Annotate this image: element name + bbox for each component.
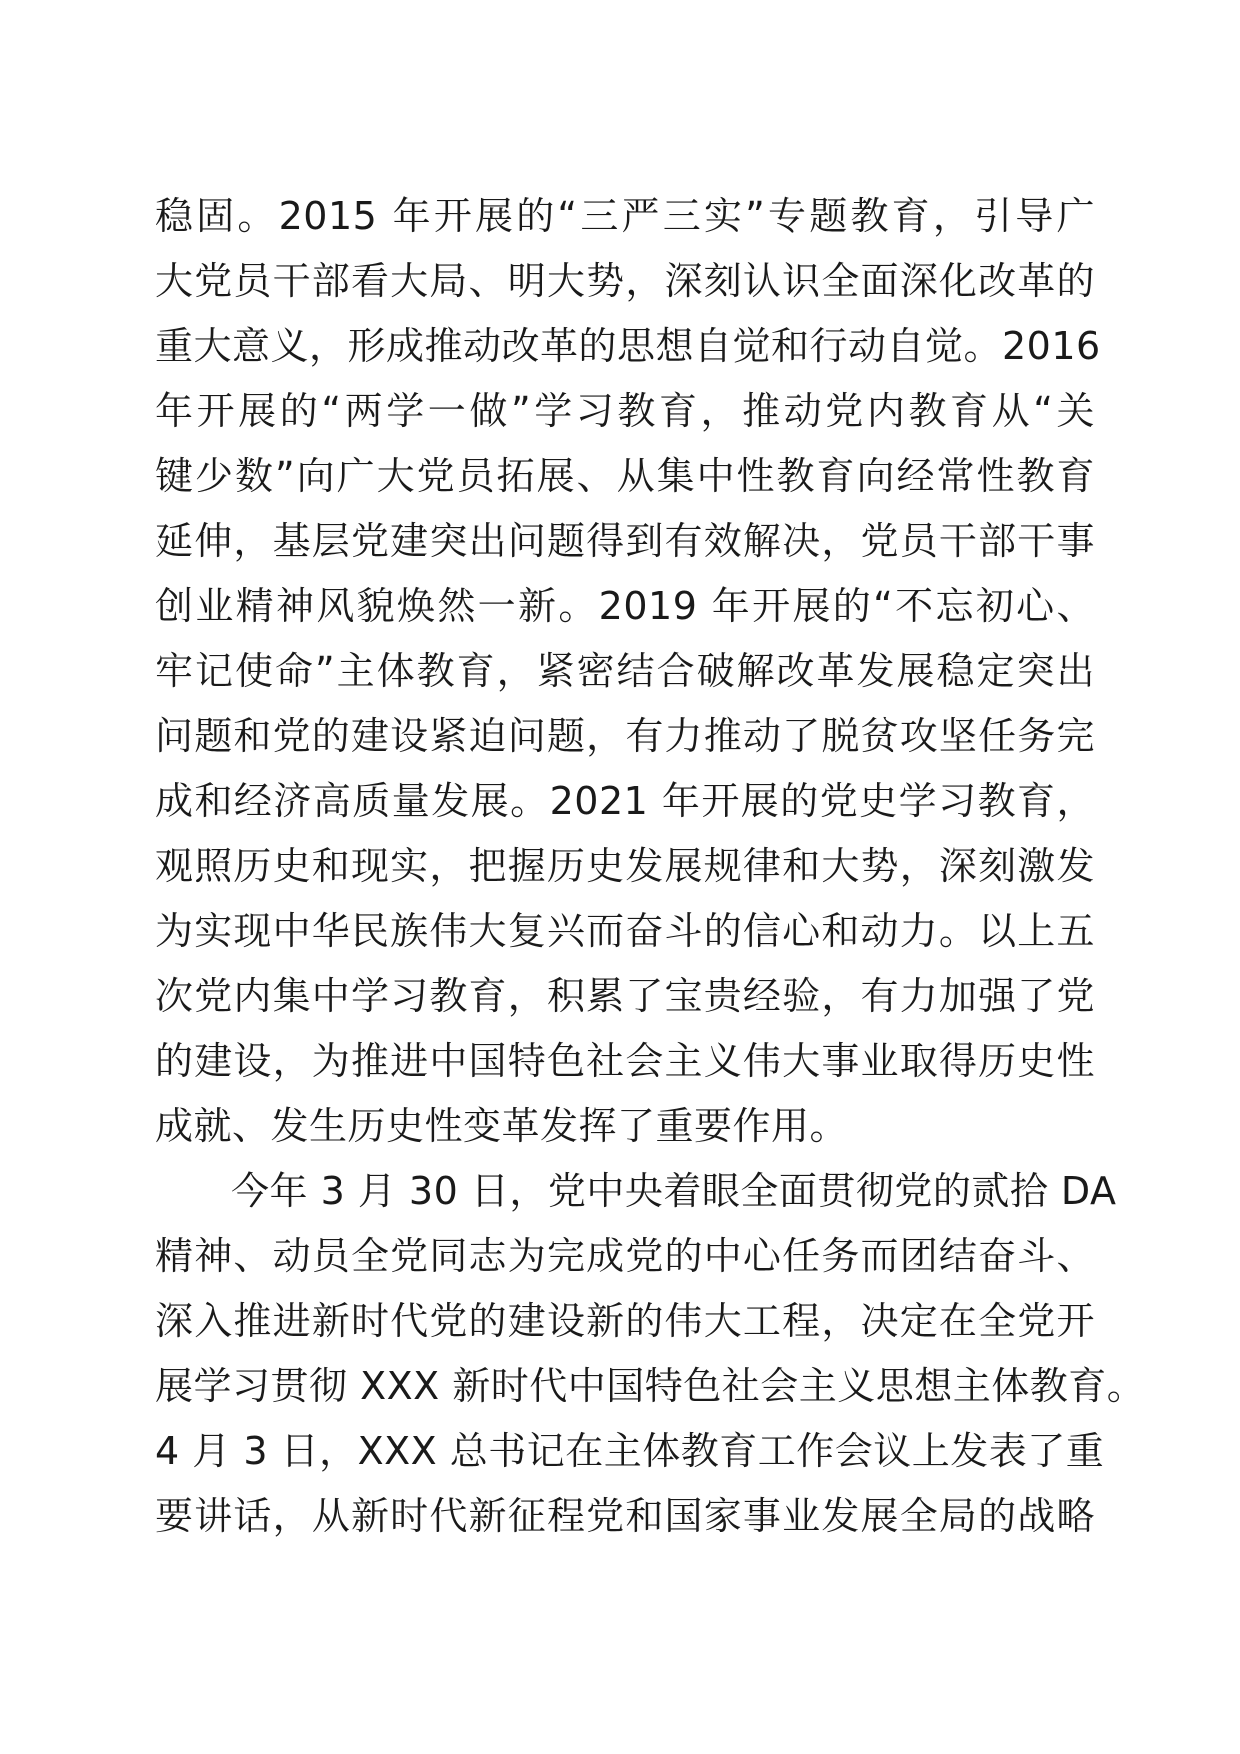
text-line: 稳固。2015 年开展的“三严三实”专题教育，引导广 (155, 194, 1095, 238)
text-line: 大党员干部看大局、明大势，深刻认识全面深化改革的 (155, 259, 1095, 303)
paragraph-1 (155, 184, 1101, 1159)
text-line: 牢记使命”主体教育，紧密结合破解改革发展稳定突出 (155, 649, 1095, 693)
text-line: 成和经济高质量发展。2021 年开展的党史学习教育， (155, 779, 1095, 823)
text-line: 观照历史和现实，把握历史发展规律和大势，深刻激发 (155, 844, 1095, 888)
text-line: 键少数”向广大党员拓展、从集中性教育向经常性教育 (155, 454, 1095, 498)
text-line: 的建设，为推进中国特色社会主义伟大事业取得历史性 (155, 1039, 1095, 1083)
text-line: 年开展的“两学一做”学习教育，推动党内教育从“关 (155, 389, 1095, 433)
text-line: 延伸，基层党建突出问题得到有效解决，党员干部干事 (155, 519, 1095, 563)
text-line: 深入推进新时代党的建设新的伟大工程，决定在全党开 (155, 1299, 1095, 1343)
text-line: 精神、动员全党同志为完成党的中心任务而团结奋斗、 (155, 1234, 1095, 1278)
text-line: 重大意义，形成推动改革的思想自觉和行动自觉。2016 (155, 324, 1101, 368)
text-line: 为实现中华民族伟大复兴而奋斗的信心和动力。以上五 (155, 909, 1095, 953)
text-line: 次党内集中学习教育，积累了宝贵经验，有力加强了党 (155, 974, 1095, 1018)
text-line: 问题和党的建设紧迫问题，有力推动了脱贫攻坚任务完 (155, 714, 1095, 758)
paragraph-2 (155, 1159, 1146, 1549)
text-line: 展学习贯彻 XXX 新时代中国特色社会主义思想主体教育。 (155, 1364, 1146, 1408)
text-line: 4 月 3 日，XXX 总书记在主体教育工作会议上发表了重 (155, 1429, 1105, 1473)
text-line: 今年 3 月 30 日，党中央着眼全面贯彻党的贰拾 DA (231, 1169, 1117, 1213)
body-text (155, 184, 1146, 1549)
text-line: 成就、发生历史性变革发挥了重要作用。 (155, 1104, 849, 1148)
text-line: 要讲话，从新时代新征程党和国家事业发展全局的战略 (155, 1494, 1095, 1538)
text-line: 创业精神风貌焕然一新。2019 年开展的“不忘初心、 (155, 584, 1095, 628)
